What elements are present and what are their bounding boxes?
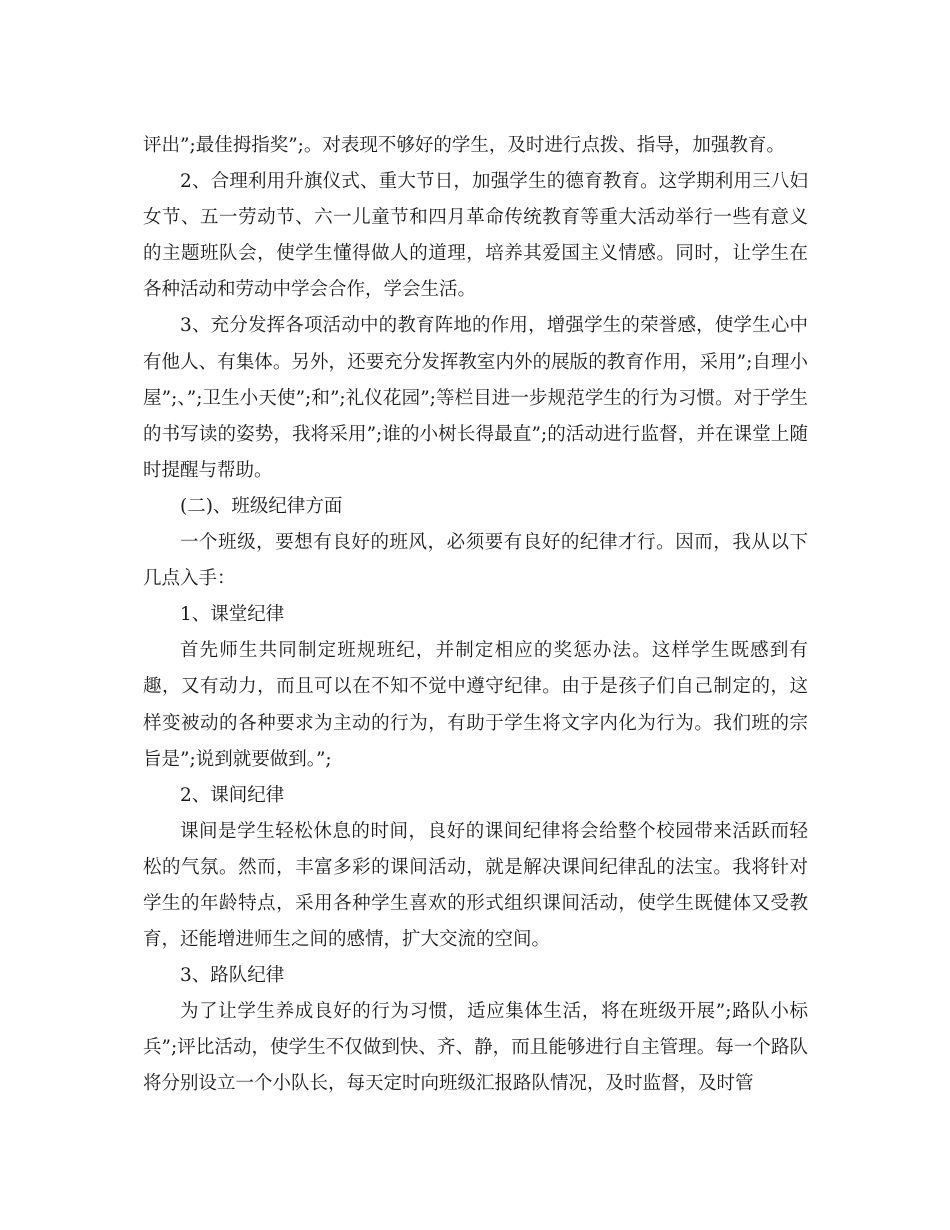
subheading-break-discipline: 2、课间纪律 bbox=[180, 784, 285, 806]
paragraph-5: 一个班级，要想有良好的班风，必须要有良好的纪律才行。因而，我从以下几点入手： bbox=[143, 532, 808, 590]
section-heading-discipline: (二)、班级纪律方面 bbox=[180, 495, 343, 517]
paragraph-9: 课间是学生轻松休息的时间，良好的课间纪律将会给整个校园带来活跃而轻松的气氛。然而，丰富多彩的课间活动，就是解决课间纪律乱的法宝。我将针对学生的年龄特点，采用各种学生喜欢的形式组织课间活动，使学生既健体又受教育，还能增进师生之间的感情，扩大交流的空间。 bbox=[143, 820, 808, 951]
document-body bbox=[143, 128, 808, 1103]
paragraph-3: 3、充分发挥各项活动中的教育阵地的作用，增强学生的荣誉感，使学生心中有他人、有集体。另外，还要充分发挥教室内外的展版的教育作用，采用”;自理小屋”;、”;卫生小天使”;和”;礼仪花园”;等栏目进一步规范学生的行为习惯。对于学生的书写读的姿势，我将采用”;谁的小树长得最直”;的活动进行监督，并在课堂上随时提醒与帮助。 bbox=[143, 315, 808, 481]
paragraph-1: 评出”;最佳拇指奖”;。对表现不够好的学生，及时进行点拨、指导，加强教育。 bbox=[143, 135, 785, 156]
subheading-classroom-discipline: 1、课堂纪律 bbox=[180, 604, 285, 626]
paragraph-11: 为了让学生养成良好的行为习惯，适应集体生活，将在班级开展”;路队小标兵”;评比活动，使学生不仅做到快、齐、静，而且能够进行自主管理。每一个路队将分别设立一个小队长，每天定时向班级汇报路队情况，及时监督，及时管 bbox=[143, 1001, 808, 1095]
subheading-queue-discipline: 3、路队纪律 bbox=[180, 965, 285, 987]
paragraph-2: 2、合理利用升旗仪式、重大节日，加强学生的德育教育。这学期利用三八妇女节、五一劳动节、六一儿童节和四月革命传统教育等重大活动举行一些有意义的主题班队会，使学生懂得做人的道理，培养其爱国主义情感。同时，让学生在各种活动和劳动中学会合作，学会生活。 bbox=[143, 171, 808, 301]
paragraph-7: 首先师生共同制定班规班纪，并制定相应的奖惩办法。这样学生既感到有趣，又有动力，而且可以在不知不觉中遵守纪律。由于是孩子们自己制定的，这样变被动的各种要求为主动的行为，有助于学生将文字内化为行为。我们班的宗旨是”;说到就要做到。”; bbox=[143, 640, 808, 770]
